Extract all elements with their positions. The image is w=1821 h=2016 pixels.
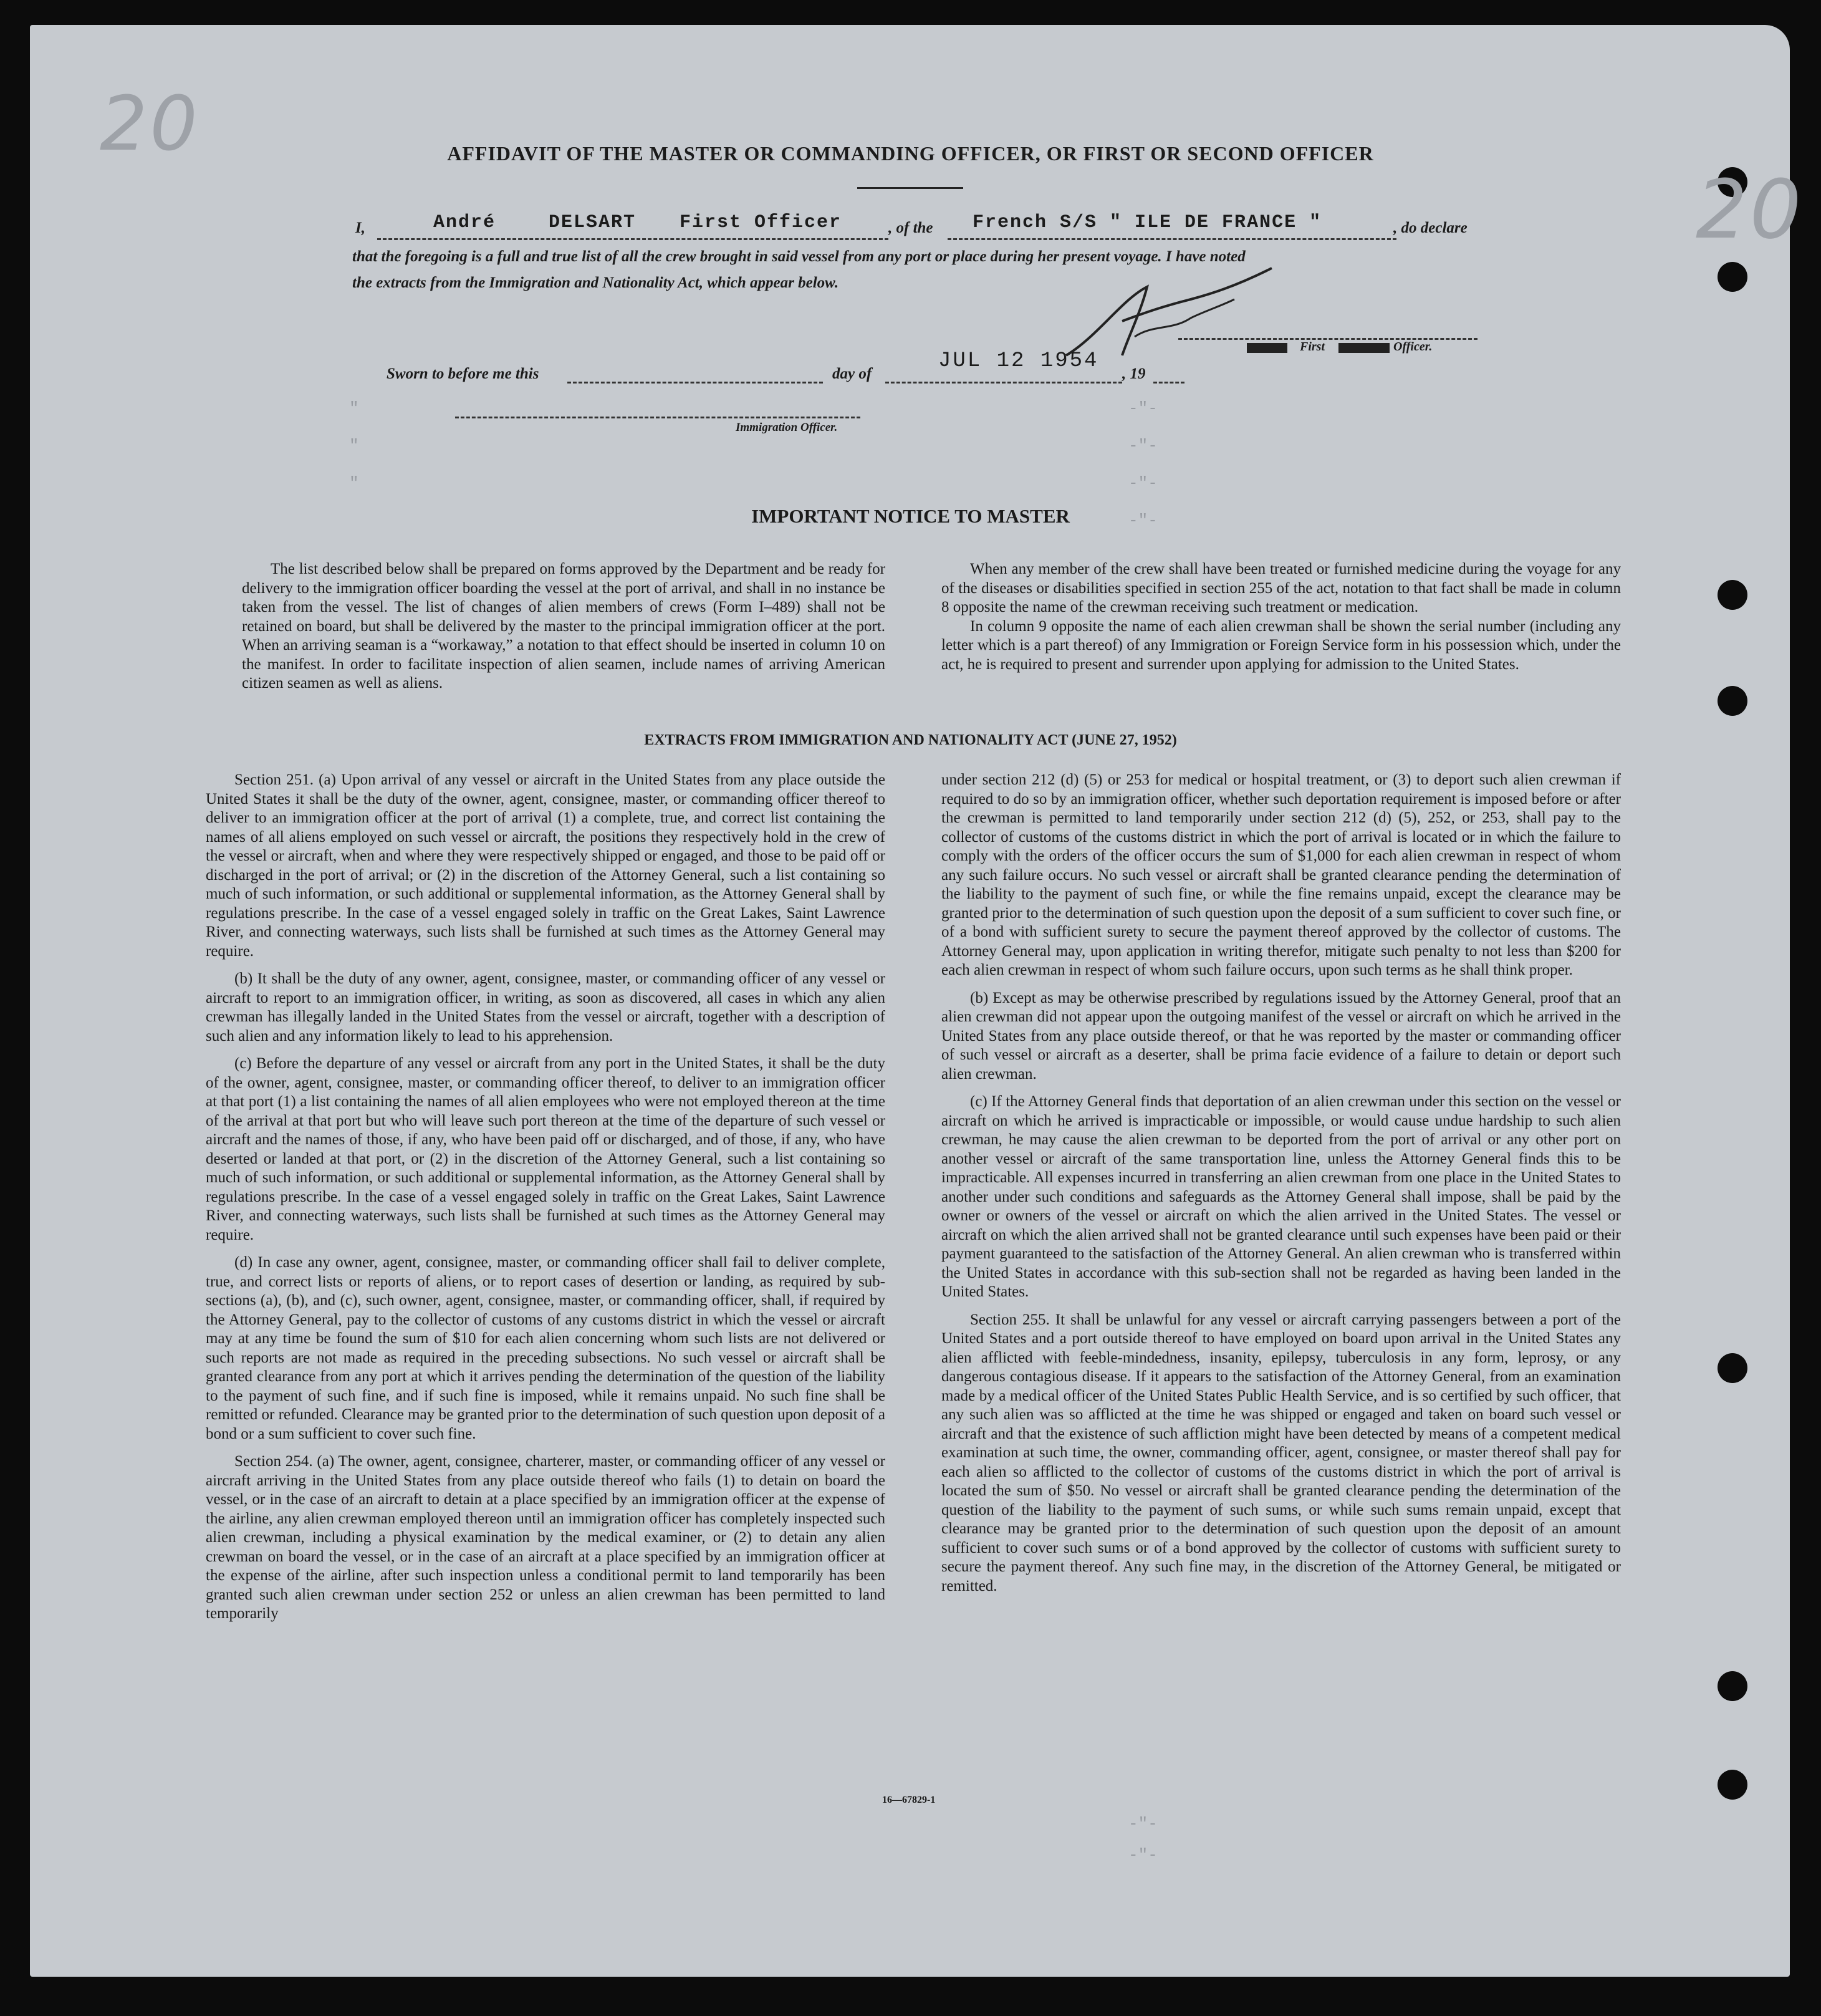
extract-paragraph: (b) Except as may be otherwise prescribed by regulations issued by the Attorney General, proof that an alien crewman did not appear upon the outgoing manifest of the vessel or aircraft on which he arrived in the United States from any place outside thereof, or that he was reported by the master or commanding officer of such vessel or aircraft as a deserter, shall be prima facie evidence of a failure to detain or deport such alien crewman. (941, 989, 1621, 1083)
bleed-through-text: -"- (1128, 1815, 1158, 1833)
redaction-mark (1338, 343, 1390, 353)
form-number: 16—67829-1 (882, 1795, 936, 1805)
punch-hole (1718, 1770, 1747, 1800)
bleed-through-text: " (349, 399, 359, 418)
stamp-date: JUL 12 1954 (938, 349, 1099, 373)
sworn-field-line (567, 382, 823, 383)
affidavit-title: AFFIDAVIT OF THE MASTER OR COMMANDING OFFICER, OR FIRST OR SECOND OFFICER (447, 142, 1374, 165)
ship-name: French S/S " ILE DE FRANCE " (973, 212, 1322, 233)
redaction-mark (1247, 343, 1287, 353)
officer-rank: First Officer (680, 212, 842, 233)
extract-paragraph: (b) It shall be the duty of any owner, agent, consignee, master, or commanding officer of any vessel or aircraft to report to an immigration officer, in writing, as soon as discovered, all cases in which any alien crewman has illegally landed in the United States from the vessel or aircraft, together with a description of such alien and any information likely to lead to his apprehension. (206, 970, 885, 1044)
notice-left-paragraph: The list described below shall be prepared on forms approved by the Department and be ready for delivery to the immigration officer boarding the vessel at the port of arrival, and shall in no instance be taken from the vessel. The list of changes of alien members of crews (Form I–489) shall not be retained on board, but shall be delivered by the master to the principal immigration officer at the port. When an arriving seaman is a “workaway,” a notation to that effect should be inserted in column 10 on the manifest. In order to facilitate inspection of alien seamen, include names of arriving American citizen seamen as well as aliens. (242, 561, 885, 692)
of-the-label: , of the (888, 219, 933, 236)
extract-paragraph: (d) In case any owner, agent, consignee, master, or commanding officer shall fail to deliver complete, true, and correct lists or reports of aliens, or to report cases of desertion or landing, as required by sub-sections (a), (b), and (c), such owner, agent, consignee, master, or commanding officer, shall, if required by the Attorney General, pay to the collector of customs of any customs district in which the vessel or aircraft may at any time be found the sum of $10 for each alien concerning whom such lists are not delivered or such reports are not made as required in the preceding subsections. No such vessel or aircraft shall be granted clearance from any port at which it arrives pending the determination of the question of the liability to the payment of such fine, and if such fine is imposed, while it remains unpaid. No such fine shall be remitted or refunded. Clearance may be granted prior to the determination of such question upon deposit of a bond or a sum sufficient to cover such fine. (206, 1254, 885, 1442)
notice-title: IMPORTANT NOTICE TO MASTER (751, 505, 1070, 527)
punch-hole (1718, 686, 1747, 716)
bleed-through-text: -"- (1128, 1846, 1158, 1864)
do-declare-label: , do declare (1393, 219, 1468, 236)
bleed-through-text: -"- (1128, 399, 1158, 418)
ship-field-line (948, 238, 1396, 240)
officer-last-name: DELSART (549, 212, 637, 233)
pencil-page-number-right: 20 (1696, 162, 1804, 257)
signature-caption-officer: Officer. (1393, 340, 1433, 354)
title-rule (857, 187, 963, 189)
officer-first-name: André (433, 212, 496, 233)
bleed-through-text: " (349, 436, 359, 455)
punch-hole (1718, 1671, 1747, 1701)
extract-paragraph: Section 254. (a) The owner, agent, consignee, charterer, master, or commanding officer of any vessel or aircraft arriving in the United States from any place outside thereof who fails (1) to detain on board the vessel, or in the case of an aircraft to detain at a place specified by an immigration officer at the expense of the airline, any alien crewman employed thereon until an immigration officer has completely inspected such alien crewman, including a physical examination by the medical examiner, or (2) to detain any alien crewman on board the vessel, or in the case of an aircraft at a place specified by an immigration officer at the expense of the airline, after such inspection unless a conditional permit to land temporarily has been granted such alien crewman under section 252 or unless an alien crewman has been permitted to land temporarily (206, 1453, 885, 1622)
extract-paragraph: (c) Before the departure of any vessel or aircraft from any port in the United States, it shall be the duty of the owner, agent, consignee, master, or commanding officer thereof, to deliver to an immigration officer at that port (1) a list containing the names of all alien employees who were not employed thereon at the time of the arrival at that port but who will leave such port thereon at the time of the departure of such vessel or aircraft and the names of those, if any, who have been paid off or discharged, and of those, if any, who have deserted or landed at that port, or (2) in the discretion of the Attorney General, such a list containing so much of such information, or such additional or supplemental information, as the Attorney General shall by regulations prescribe. In the case of a vessel engaged solely in traffic on the Great Lakes, Saint Lawrence River, and connecting waterways, such lists shall be furnished at such times as the Attorney General may require. (206, 1055, 885, 1243)
affidavit-line-2: that the foregoing is a full and true list of all the crew brought in said vessel from any port or place during her present voyage. I have noted (352, 248, 1246, 265)
punch-hole (1718, 262, 1747, 292)
notice-right-column (941, 560, 1621, 683)
name-field-line (377, 238, 888, 240)
extract-paragraph: Section 255. It shall be unlawful for any vessel or aircraft carrying passengers between a port of the United States and a port outside thereof to have employed on board upon arrival in the United States any alien afflicted with feeble-mindedness, insanity, epilepsy, tuberculosis in any form, leprosy, or any dangerous contagious disease. If it appears to the satisfaction of the Attorney General, from an examination made by a medical officer of the United States Public Health Service, and is so certified by such officer, that any such alien was so afflicted at the time he was shipped or engaged and taken on board such vessel or aircraft and that the existence of such affliction might have been detected by means of a competent medical examination at such time, the owner, commanding officer, agent, consignee, or master thereof shall pay for each alien so afflicted to the collector of customs of the customs district in which the port of arrival is located the sum of $50. No vessel or aircraft shall be granted clearance pending the determination of the question of the liability to the payment of such sums, or while such sums remain unpaid, except that clearance may be granted prior to the determination of such question upon the deposit of an amount sufficient to cover such sums or of a bond approved by the collector of customs with sufficient surety to secure the payment thereof. Any such fine may, in the discretion of the Attorney General, be mitigated or remitted. (941, 1311, 1621, 1594)
immigration-officer-caption: Immigration Officer. (736, 421, 838, 434)
extract-paragraph: Section 251. (a) Upon arrival of any vessel or aircraft in the United States from any place outside the United States it shall be the duty of the owner, agent, consignee, master, or commanding officer thereof to deliver to an immigration officer at the port of arrival (1) a complete, true, and correct list containing the names of all aliens employed on such vessel or aircraft, the positions they respectively hold in the crew of the vessel or aircraft, when and where they were respectively shipped or engaged, and those to be paid off or discharged in the port of arrival; or (2) in the discretion of the Attorney General, such a list containing so much of such information, or such additional or supplemental information, as the Attorney General shall by regulations prescribe. In the case of a vessel engaged solely in traffic on the Great Lakes, Saint Lawrence River, and connecting waterways, such lists shall be furnished at such times as the Attorney General may require. (206, 771, 885, 960)
notice-right-paragraph-1: When any member of the crew shall have been treated or furnished medicine during the voyage for any of the diseases or disabilities specified in section 255 of the act, notation to that fact shall be made in column 8 opposite the name of the crewman receiving such treatment or medication. (941, 561, 1621, 615)
immigration-officer-line (455, 417, 860, 418)
bleed-through-text: -"- (1128, 436, 1158, 455)
signature-line (1178, 338, 1477, 340)
extracts-title: EXTRACTS FROM IMMIGRATION AND NATIONALITY ACT (JUNE 27, 1952) (644, 732, 1177, 748)
bleed-through-text: " (349, 474, 359, 493)
bleed-through-text: -"- (1128, 474, 1158, 493)
affidavit-line-3: the extracts from the Immigration and Nationality Act, which appear below. (352, 274, 839, 291)
extract-paragraph: under section 212 (d) (5) or 253 for medical or hospital treatment, or (3) to deport such alien crewman if required to do so by an immigration officer, whether such deportation requirement is imposed before or after the crewman is permitted to land temporarily under section 212 (d) (5), 252, or 253, shall pay to the collector of customs of the customs district in which the port of arrival is located or in which the failure to comply with the orders of the officer occurs the sum of $1,000 for each alien crewman in respect of whom any such failure occurs. No such vessel or aircraft shall be granted clearance pending the determination of the liability to the payment of such fine, or while the fine remains unpaid, except the clearance may be granted prior to the determination of such question upon the deposit of a sum sufficient to cover such fine, or of a bond with sufficient surety to secure the payment thereof approved by the collector of customs. The Attorney General may, upon application in writing therefor, mitigate such penalty to not less than $200 for each alien crewman in respect of whom such failure occurs, upon such terms as he shall think proper. (941, 771, 1621, 978)
sworn-label: Sworn to before me this (387, 365, 539, 382)
extracts-left-column (206, 771, 885, 1633)
day-field-line (885, 382, 1122, 383)
day-of-label: day of (832, 365, 872, 382)
punch-hole (1718, 580, 1747, 610)
extract-paragraph: (c) If the Attorney General finds that deportation of an alien crewman under this section on the vessel or aircraft on which he arrived is impracticable or impossible, or would cause undue hardship to such alien crewman, he may cause the alien crewman to be deported from the port of arrival or any other port on another vessel or aircraft of the same transportation line, unless the Attorney General finds this to be impracticable. All expenses incurred in transferring an alien crewman from one place in the United States to another under such conditions and safeguards as the Attorney General shall impose, shall be paid by the owner or owners of the vessel or aircraft on which the alien arrived in the United States. The vessel or aircraft on which the alien arrived shall not be granted clearance until such expenses have been paid or their payment guaranteed to the satisfaction of the Attorney General. An alien crewman who is transferred within the United States in accordance with this sub-section shall not be regarded as having been landed in the United States. (941, 1093, 1621, 1300)
bleed-through-text: -"- (1128, 511, 1158, 530)
pencil-page-number: 20 (100, 81, 200, 168)
notice-left-column (242, 560, 885, 702)
year-prefix: , 19 (1122, 365, 1146, 382)
year-field-line (1153, 382, 1184, 383)
affidavit-prefix: I, (355, 219, 365, 236)
punch-hole (1718, 1353, 1747, 1383)
signature-caption-first: First (1300, 340, 1325, 354)
notice-right-paragraph-2: In column 9 opposite the name of each alien crewman shall be shown the serial number (including any letter which is a part thereof) of any Immigration or Foreign Service form in his possession which, under the act, he is required to present and surrender upon applying for admission to the United States. (941, 617, 1621, 673)
extracts-right-column (941, 771, 1621, 1604)
